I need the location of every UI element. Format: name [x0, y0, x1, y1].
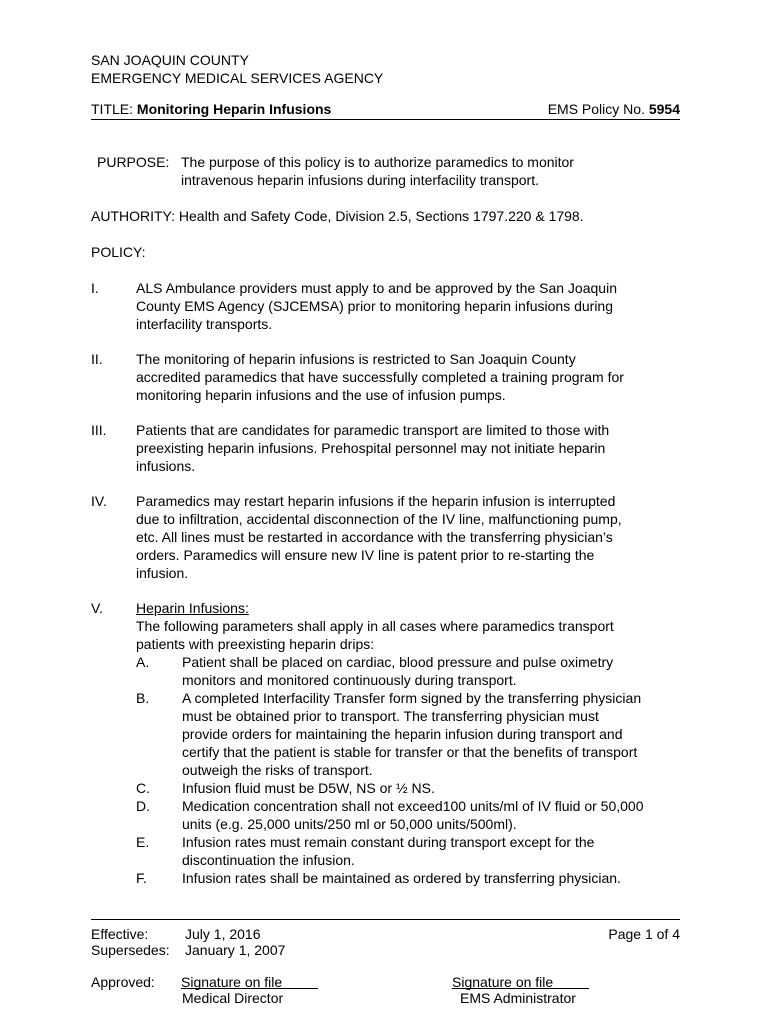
text-line: due to infiltration, accidental disconnection of the IV line, malfunctioning pump,: [136, 511, 622, 527]
text-line: provide orders for maintaining the heparin infusion during transport and: [182, 726, 623, 742]
text-line: Medication concentration shall not exceed100 units/ml of IV fluid or 50,000: [182, 798, 644, 814]
text-line: outweigh the risks of transport.: [182, 762, 373, 778]
section-number: I.: [91, 280, 99, 296]
section-heading-text: Heparin Infusions:: [136, 600, 249, 616]
ems-administrator-role: EMS Administrator: [460, 990, 576, 1006]
effective-date: July 1, 2016: [185, 926, 261, 942]
text-line: Infusion rates shall be maintained as ordered by transferring physician.: [182, 870, 621, 886]
section-text: [136, 492, 696, 582]
text-line: orders. Paramedics will ensure new IV line is patent prior to re-starting the: [136, 547, 595, 563]
text-line: must be obtained prior to transport. The transferring physician must: [182, 708, 599, 724]
section-text: [136, 279, 696, 333]
text-line: The monitoring of heparin infusions is restricted to San Joaquin County: [136, 351, 576, 367]
signature-medical-director: [181, 973, 318, 989]
policy-title: [91, 101, 331, 117]
purpose-label: PURPOSE:: [97, 154, 170, 170]
text-line: units (e.g. 25,000 units/250 ml or 50,000 units/500ml).: [182, 816, 517, 832]
title-value: Monitoring Heparin Infusions: [136, 101, 332, 117]
sub-item-label: A.: [136, 654, 150, 670]
text-line: infusion.: [136, 565, 189, 581]
purpose-line: intravenous heparin infusions during interfacility transport.: [181, 172, 539, 188]
footer-divider: [91, 919, 680, 920]
sub-item-b: [136, 689, 696, 779]
policy-number-value: 5954: [648, 101, 680, 117]
sub-item-label: D.: [136, 798, 150, 814]
sub-item-label: C.: [136, 780, 150, 796]
text-line: monitors and monitored continuously during transport.: [182, 672, 517, 688]
section-text: [136, 421, 696, 475]
document-header: [91, 51, 383, 87]
text-line: etc. All lines must be restarted in accordance with the transferring physician’s: [136, 529, 613, 545]
org-name-line2: EMERGENCY MEDICAL SERVICES AGENCY: [91, 70, 384, 86]
title-label: TITLE:: [91, 101, 137, 117]
text-line: infusions.: [136, 458, 196, 474]
sub-item-f: [136, 869, 696, 887]
signature-text: Signature on file: [452, 974, 554, 990]
purpose-line: The purpose of this policy is to authorize paramedics to monitor: [181, 154, 574, 170]
text-line: ALS Ambulance providers must apply to and be approved by the San Joaquin: [136, 280, 617, 296]
sub-item-e: [136, 833, 696, 869]
sub-item-label: E.: [136, 834, 150, 850]
text-line: Paramedics may restart heparin infusions if the heparin infusion is interrupted: [136, 493, 616, 509]
policy-number-label: EMS Policy No.: [547, 101, 649, 117]
page-number: Page 1 of 4: [608, 926, 680, 942]
policy-number: [548, 101, 680, 117]
signature-ems-administrator: [452, 973, 589, 989]
text-line: discontinuation the infusion.: [182, 852, 355, 868]
text-line: monitoring heparin infusions and the use of infusion pumps.: [136, 387, 506, 403]
text-line: preexisting heparin infusions. Prehospital personnel may not initiate heparin: [136, 440, 606, 456]
sub-item-label: F.: [136, 870, 147, 886]
section-number: III.: [91, 422, 107, 438]
signature-text: Signature on file: [181, 974, 283, 990]
approved-label: Approved:: [91, 974, 155, 990]
sub-item-d: [136, 797, 696, 833]
section-number: V.: [91, 600, 103, 616]
text-line: Infusion rates must remain constant during transport except for the: [182, 834, 595, 850]
section-number: IV.: [91, 493, 107, 509]
medical-director-role: Medical Director: [182, 990, 284, 1006]
org-name-line1: SAN JOAQUIN COUNTY: [91, 52, 249, 68]
text-line: The following parameters shall apply in all cases where paramedics transport: [136, 618, 614, 634]
text-line: certify that the patient is stable for transfer or that the benefits of transport: [182, 744, 638, 760]
text-line: Infusion fluid must be D5W, NS or ½ NS.: [182, 780, 435, 796]
text-line: patients with preexisting heparin drips:: [136, 636, 375, 652]
section-text: [136, 350, 696, 404]
supersedes-date: January 1, 2007: [185, 942, 286, 958]
sub-item-c: [136, 779, 696, 797]
text-line: Patient shall be placed on cardiac, blood pressure and pulse oximetry: [182, 654, 614, 670]
authority-statement: AUTHORITY: Health and Safety Code, Division 2.5, Sections 1797.220 & 1798.: [91, 208, 584, 224]
text-line: accredited paramedics that have successfully completed a training program for: [136, 369, 624, 385]
sub-item-label: B.: [136, 690, 150, 706]
sub-item-a: [136, 653, 696, 689]
section-number: II.: [91, 351, 103, 367]
policy-heading: POLICY:: [91, 244, 146, 260]
text-line: A completed Interfacility Transfer form signed by the transferring physician: [182, 690, 642, 706]
text-line: interfacility transports.: [136, 316, 273, 332]
effective-label: Effective:: [91, 926, 149, 942]
section-text: [136, 599, 696, 887]
supersedes-label: Supersedes:: [91, 942, 170, 958]
section-heading: [136, 599, 696, 617]
purpose-text: [181, 153, 701, 189]
text-line: Patients that are candidates for paramedic transport are limited to those with: [136, 422, 610, 438]
text-line: County EMS Agency (SJCEMSA) prior to monitoring heparin infusions during: [136, 298, 613, 314]
title-bar: [91, 101, 680, 120]
